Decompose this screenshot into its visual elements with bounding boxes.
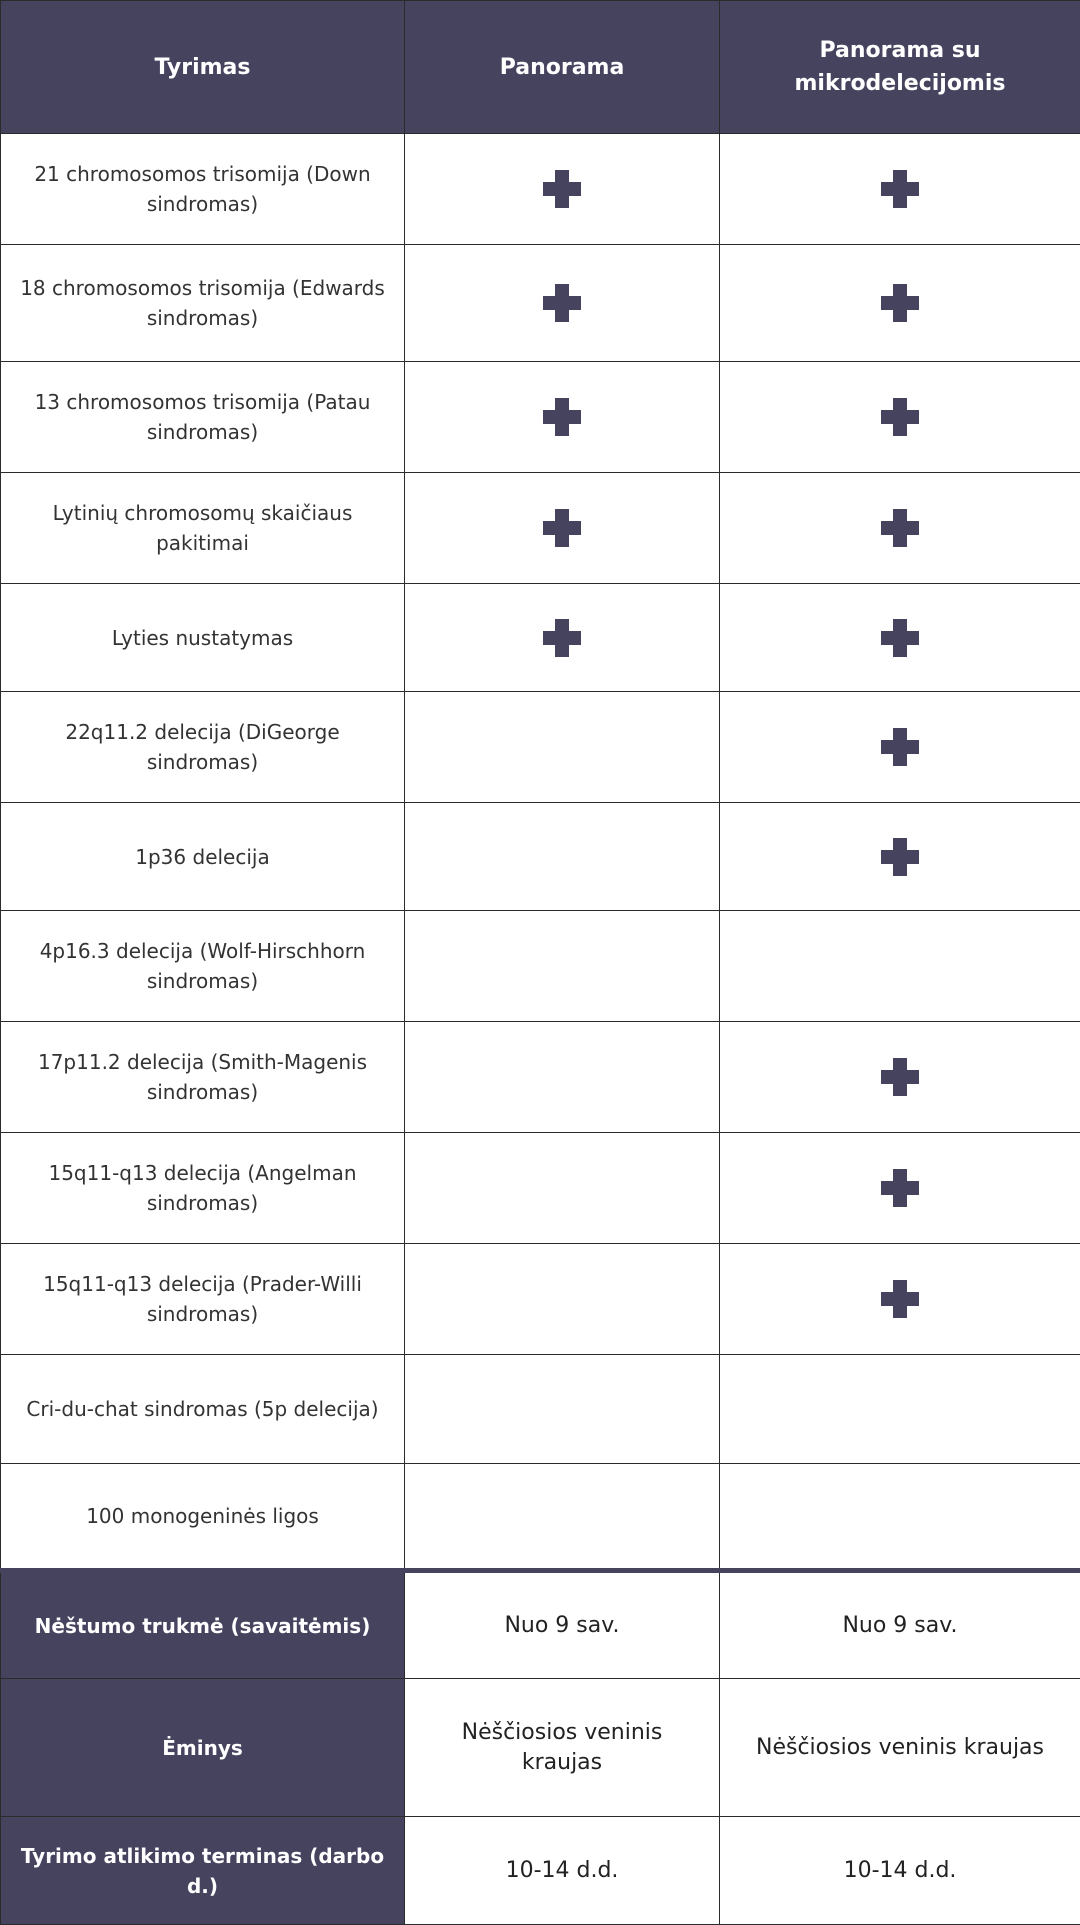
panorama-cell xyxy=(405,473,720,584)
table-header xyxy=(1,1,1080,134)
panorama-micro-cell xyxy=(720,1244,1080,1355)
panorama-cell xyxy=(405,1464,720,1571)
footer-row xyxy=(1,1817,1080,1925)
footer-panorama-value: 10-14 d.d. xyxy=(405,1817,720,1925)
plus-icon xyxy=(543,398,581,436)
panorama-micro-cell xyxy=(720,692,1080,803)
row-label: 4p16.3 delecija (Wolf-Hirschhorn sindromas) xyxy=(1,911,405,1022)
plus-icon xyxy=(881,170,919,208)
panorama-micro-cell xyxy=(720,911,1080,1022)
panorama-micro-cell xyxy=(720,1464,1080,1571)
panorama-micro-cell xyxy=(720,473,1080,584)
table-row xyxy=(1,1355,1080,1464)
table-row xyxy=(1,803,1080,911)
footer-panorama-value: Nėščiosios veninis kraujas xyxy=(405,1679,720,1817)
panorama-micro-cell xyxy=(720,1133,1080,1244)
panorama-micro-cell xyxy=(720,362,1080,473)
plus-icon xyxy=(881,728,919,766)
row-label: 1p36 delecija xyxy=(1,803,405,911)
row-label: Cri-du-chat sindromas (5p delecija) xyxy=(1,1355,405,1464)
table-row xyxy=(1,473,1080,584)
table-row xyxy=(1,362,1080,473)
table-row xyxy=(1,1022,1080,1133)
panorama-micro-cell xyxy=(720,803,1080,911)
footer-label: Nėštumo trukmė (savaitėmis) xyxy=(1,1571,405,1679)
plus-icon xyxy=(881,838,919,876)
footer-panorama-value: Nuo 9 sav. xyxy=(405,1571,720,1679)
table-row xyxy=(1,692,1080,803)
row-label: 22q11.2 delecija (DiGeorge sindromas) xyxy=(1,692,405,803)
row-label: Lytinių chromosomų skaičiaus pakitimai xyxy=(1,473,405,584)
panorama-cell xyxy=(405,245,720,362)
header-row xyxy=(1,1,1080,134)
header-panorama-micro: Panorama su mikrodelecijomis xyxy=(720,1,1080,134)
table-row xyxy=(1,134,1080,245)
row-label: 15q11-q13 delecija (Prader-Willi sindromas) xyxy=(1,1244,405,1355)
row-label: 18 chromosomos trisomija (Edwards sindromas) xyxy=(1,245,405,362)
panorama-cell xyxy=(405,1133,720,1244)
footer-label: Ėminys xyxy=(1,1679,405,1817)
panorama-cell xyxy=(405,362,720,473)
panorama-cell xyxy=(405,1355,720,1464)
panorama-cell xyxy=(405,911,720,1022)
table-body xyxy=(1,134,1080,1925)
panorama-micro-cell xyxy=(720,584,1080,692)
table-row xyxy=(1,911,1080,1022)
plus-icon xyxy=(543,619,581,657)
panorama-cell xyxy=(405,1244,720,1355)
panorama-micro-cell xyxy=(720,1022,1080,1133)
plus-icon xyxy=(881,398,919,436)
footer-label: Tyrimo atlikimo terminas (darbo d.) xyxy=(1,1817,405,1925)
panorama-cell xyxy=(405,584,720,692)
row-label: 15q11-q13 delecija (Angelman sindromas) xyxy=(1,1133,405,1244)
row-label: Lyties nustatymas xyxy=(1,584,405,692)
row-label: 21 chromosomos trisomija (Down sindromas) xyxy=(1,134,405,245)
table-row xyxy=(1,584,1080,692)
panorama-micro-cell xyxy=(720,134,1080,245)
table-row xyxy=(1,1464,1080,1571)
table-row xyxy=(1,1244,1080,1355)
footer-panorama-micro-value: Nėščiosios veninis kraujas xyxy=(720,1679,1080,1817)
panorama-micro-cell xyxy=(720,245,1080,362)
footer-panorama-micro-value: 10-14 d.d. xyxy=(720,1817,1080,1925)
footer-row xyxy=(1,1571,1080,1679)
row-label: 13 chromosomos trisomija (Patau sindromas) xyxy=(1,362,405,473)
row-label: 100 monogeninės ligos xyxy=(1,1464,405,1571)
panorama-cell xyxy=(405,803,720,911)
table-row xyxy=(1,245,1080,362)
plus-icon xyxy=(881,619,919,657)
footer-row xyxy=(1,1679,1080,1817)
row-label: 17p11.2 delecija (Smith-Magenis sindromas) xyxy=(1,1022,405,1133)
plus-icon xyxy=(881,1169,919,1207)
panorama-cell xyxy=(405,1022,720,1133)
plus-icon xyxy=(543,170,581,208)
table-row xyxy=(1,1133,1080,1244)
panorama-cell xyxy=(405,134,720,245)
header-test: Tyrimas xyxy=(1,1,405,134)
header-panorama: Panorama xyxy=(405,1,720,134)
panorama-cell xyxy=(405,692,720,803)
plus-icon xyxy=(881,284,919,322)
plus-icon xyxy=(543,509,581,547)
plus-icon xyxy=(881,1280,919,1318)
plus-icon xyxy=(881,509,919,547)
plus-icon xyxy=(881,1058,919,1096)
panorama-micro-cell xyxy=(720,1355,1080,1464)
footer-panorama-micro-value: Nuo 9 sav. xyxy=(720,1571,1080,1679)
plus-icon xyxy=(543,284,581,322)
